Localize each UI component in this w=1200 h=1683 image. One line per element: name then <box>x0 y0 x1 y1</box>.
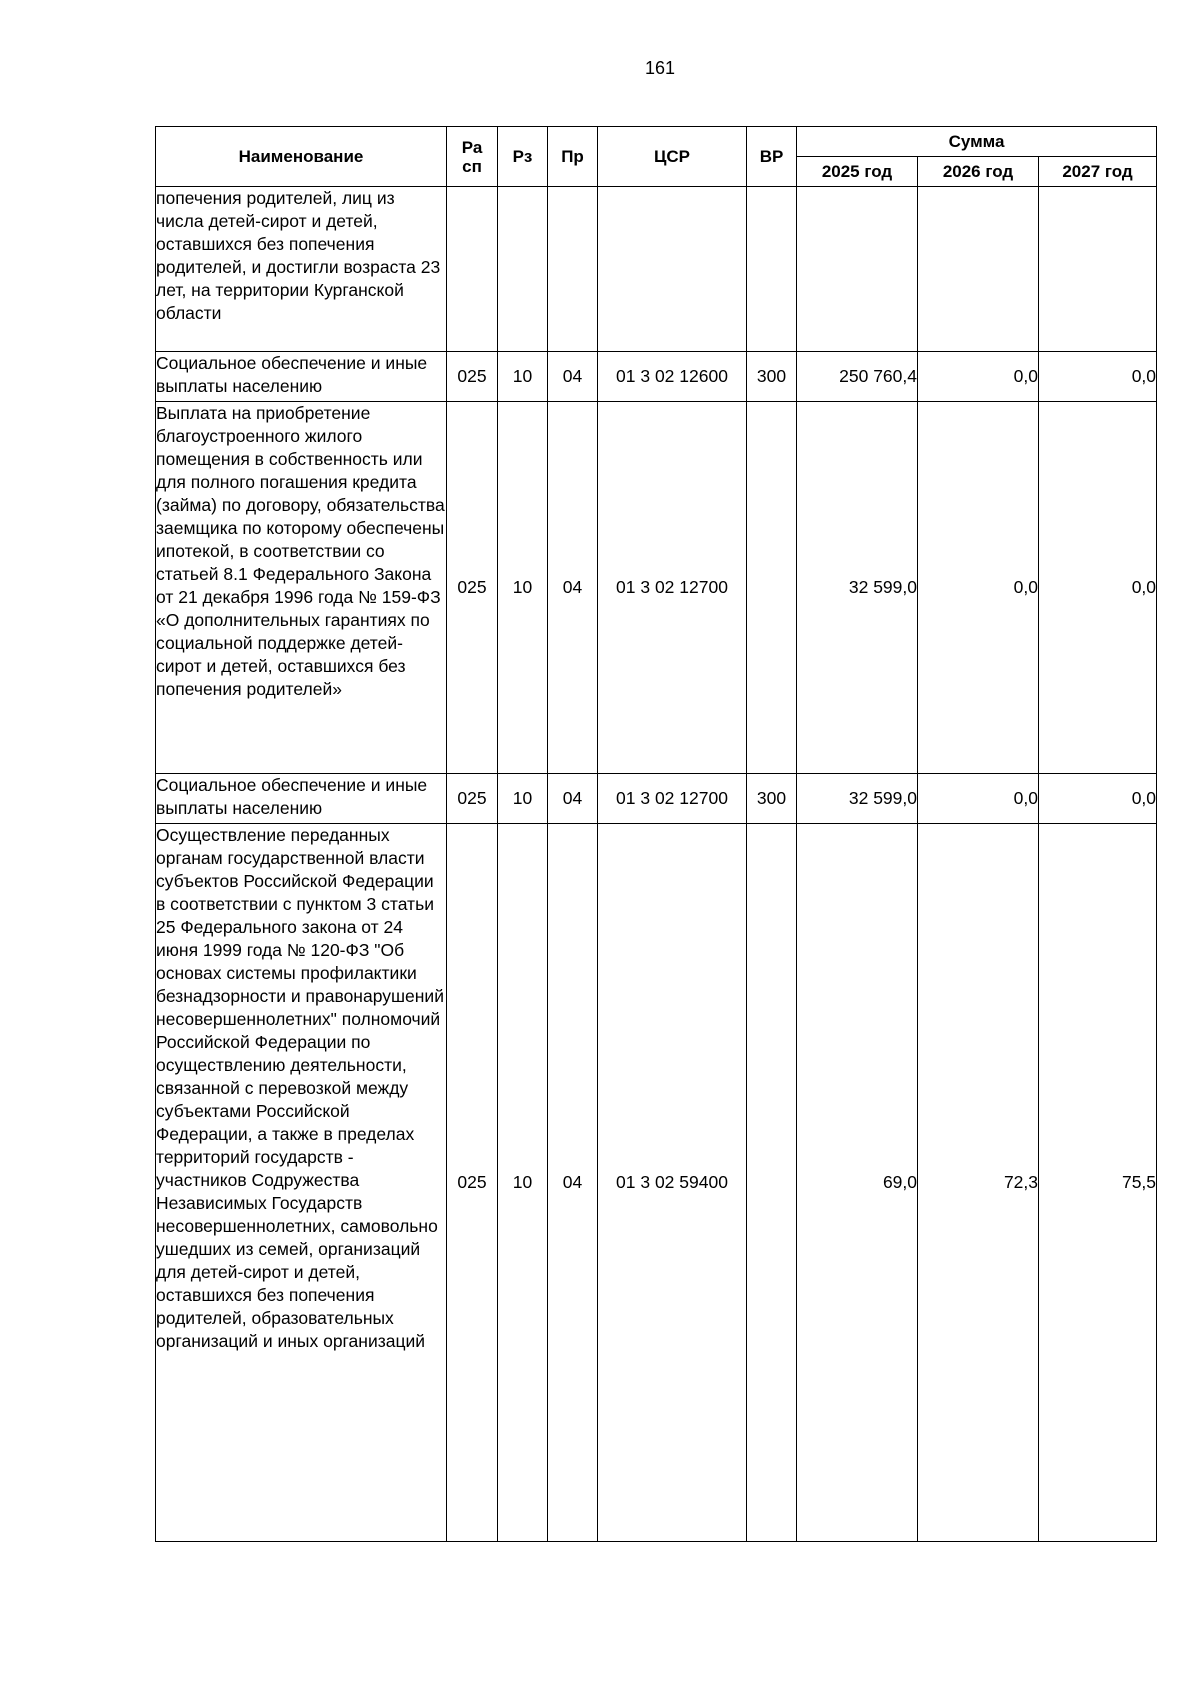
row-vr: 300 <box>747 774 797 824</box>
row-name: Социальное обеспечение и иные выплаты населению <box>156 352 447 402</box>
row-2026: 72,3 <box>918 824 1039 1542</box>
row-rasp: 025 <box>447 402 498 774</box>
row-2026: 0,0 <box>918 402 1039 774</box>
row-2027: 75,5 <box>1039 824 1157 1542</box>
page-number: 161 <box>644 58 676 78</box>
row-2027: 0,0 <box>1039 352 1157 402</box>
row-vr <box>747 187 797 352</box>
row-rasp: 025 <box>447 824 498 1542</box>
row-rz: 10 <box>498 352 548 402</box>
row-name: Осуществление переданных органам государственной власти субъектов Российской Федерации в соответствии с пунктом 3 статьи 25 Федерального закона от 24 июня 1999 года № 120-ФЗ "Об основах системы профилактики безнадзорности и правонарушений несовершеннолетних" полномочий Российской Федерации по осуществлению деятельности, связанной с перевозкой между субъектами Российской Федерации, а также в пределах территорий государств - участников Содружества Независимых Государств несовершеннолетних, самовольно ушедших из семей, организаций для детей-сирот и детей, оставшихся без попечения родителей, образовательных организаций и иных организаций <box>156 824 447 1542</box>
row-pr: 04 <box>548 824 598 1542</box>
header-csr: ЦСР <box>598 127 747 187</box>
row-csr: 01 3 02 12700 <box>598 402 747 774</box>
table-row <box>156 187 1157 352</box>
row-name: попечения родителей, лиц из числа детей-сирот и детей, оставшихся без попечения родителей, и достигли возраста 23 лет, на территории Курганской области <box>156 187 447 352</box>
row-rz: 10 <box>498 824 548 1542</box>
row-2025: 69,0 <box>797 824 918 1542</box>
row-vr: 300 <box>747 352 797 402</box>
row-rz: 10 <box>498 774 548 824</box>
header-2025: 2025 год <box>797 157 918 187</box>
header-rasp-bottom: сп <box>462 156 482 176</box>
row-2026: 0,0 <box>918 352 1039 402</box>
row-pr <box>548 187 598 352</box>
row-2026 <box>918 187 1039 352</box>
row-pr: 04 <box>548 352 598 402</box>
row-2025: 250 760,4 <box>797 352 918 402</box>
header-rz: Рз <box>498 127 548 187</box>
row-2027 <box>1039 187 1157 352</box>
budget-table <box>155 126 1157 1542</box>
row-2026: 0,0 <box>918 774 1039 824</box>
row-2027: 0,0 <box>1039 774 1157 824</box>
header-2026: 2026 год <box>918 157 1039 187</box>
row-csr: 01 3 02 12600 <box>598 352 747 402</box>
row-rasp: 025 <box>447 774 498 824</box>
header-vr: ВР <box>747 127 797 187</box>
row-csr: 01 3 02 59400 <box>598 824 747 1542</box>
row-name: Выплата на приобретение благоустроенного жилого помещения в собственность или для полного погашения кредита (займа) по договору, обязательства заемщика по которому обеспечены ипотекой, в соответствии со статьей 8.1 Федерального Закона от 21 декабря 1996 года № 159-ФЗ «О дополнительных гарантиях по социальной поддержке детей-сирот и детей, оставшихся без попечения родителей» <box>156 402 447 774</box>
row-pr: 04 <box>548 774 598 824</box>
table-row <box>156 402 1157 774</box>
header-rasp-top: Ра <box>461 137 483 157</box>
row-2025: 32 599,0 <box>797 774 918 824</box>
header-rasp <box>447 127 498 187</box>
row-2027: 0,0 <box>1039 402 1157 774</box>
table-row <box>156 774 1157 824</box>
header-pr: Пр <box>548 127 598 187</box>
row-name: Социальное обеспечение и иные выплаты населению <box>156 774 447 824</box>
row-rasp <box>447 187 498 352</box>
row-csr: 01 3 02 12700 <box>598 774 747 824</box>
row-2025 <box>797 187 918 352</box>
row-vr <box>747 824 797 1542</box>
row-2025: 32 599,0 <box>797 402 918 774</box>
row-vr <box>747 402 797 774</box>
table-row <box>156 824 1157 1542</box>
header-name: Наименование <box>156 127 447 187</box>
row-rasp: 025 <box>447 352 498 402</box>
table-row <box>156 352 1157 402</box>
header-2027: 2027 год <box>1039 157 1157 187</box>
header-sum: Сумма <box>797 127 1157 157</box>
row-rz <box>498 187 548 352</box>
row-rz: 10 <box>498 402 548 774</box>
row-csr <box>598 187 747 352</box>
row-pr: 04 <box>548 402 598 774</box>
